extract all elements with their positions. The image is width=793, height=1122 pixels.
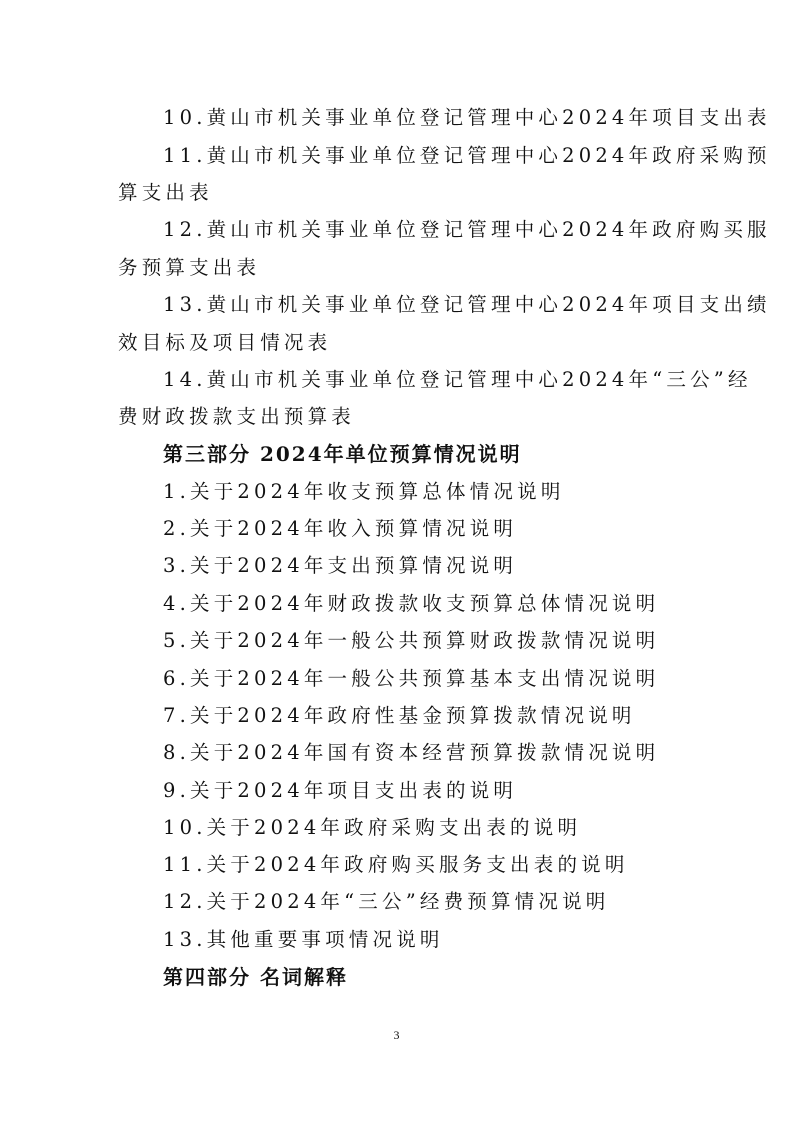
list-item: 7.关于2024年政府性基金预算拨款情况说明 [163,704,636,727]
list-item: 13.黄山市机关事业单位登记管理中心2024年项目支出绩 [163,293,771,316]
list-item-continuation: 效目标及项目情况表 [118,331,332,354]
list-item-continuation: 务预算支出表 [118,256,261,279]
list-item: 5.关于2024年一般公共预算财政拨款情况说明 [163,629,660,652]
list-item: 11.关于2024年政府购买服务支出表的说明 [163,853,629,876]
list-item: 13.其他重要事项情况说明 [163,928,444,951]
list-item: 2.关于2024年收入预算情况说明 [163,517,518,540]
list-item: 6.关于2024年一般公共预算基本支出情况说明 [163,667,660,690]
list-item: 11.黄山市机关事业单位登记管理中心2024年政府采购预 [163,144,771,167]
section-heading-part3: 第三部分 2024年单位预算情况说明 [163,442,522,466]
list-item: 8.关于2024年国有资本经营预算拨款情况说明 [163,741,660,764]
list-item-continuation: 算支出表 [118,181,213,204]
list-item: 9.关于2024年项目支出表的说明 [163,779,518,802]
list-item: 1.关于2024年收支预算总体情况说明 [163,480,565,503]
list-item: 12.黄山市机关事业单位登记管理中心2024年政府购买服 [163,218,771,241]
list-item: 3.关于2024年支出预算情况说明 [163,554,518,577]
list-item: 4.关于2024年财政拨款收支预算总体情况说明 [163,592,660,615]
page-number: 3 [393,1028,400,1042]
list-item: 10.关于2024年政府采购支出表的说明 [163,816,582,839]
list-item: 10.黄山市机关事业单位登记管理中心2024年项目支出表 [163,106,771,129]
list-item: 12.关于2024年“三公”经费预算情况说明 [163,890,610,913]
list-item-continuation: 费财政拨款支出预算表 [118,405,356,428]
section-heading-part4: 第四部分 名词解释 [163,965,348,989]
list-item: 14.黄山市机关事业单位登记管理中心2024年“三公”经 [163,368,752,391]
